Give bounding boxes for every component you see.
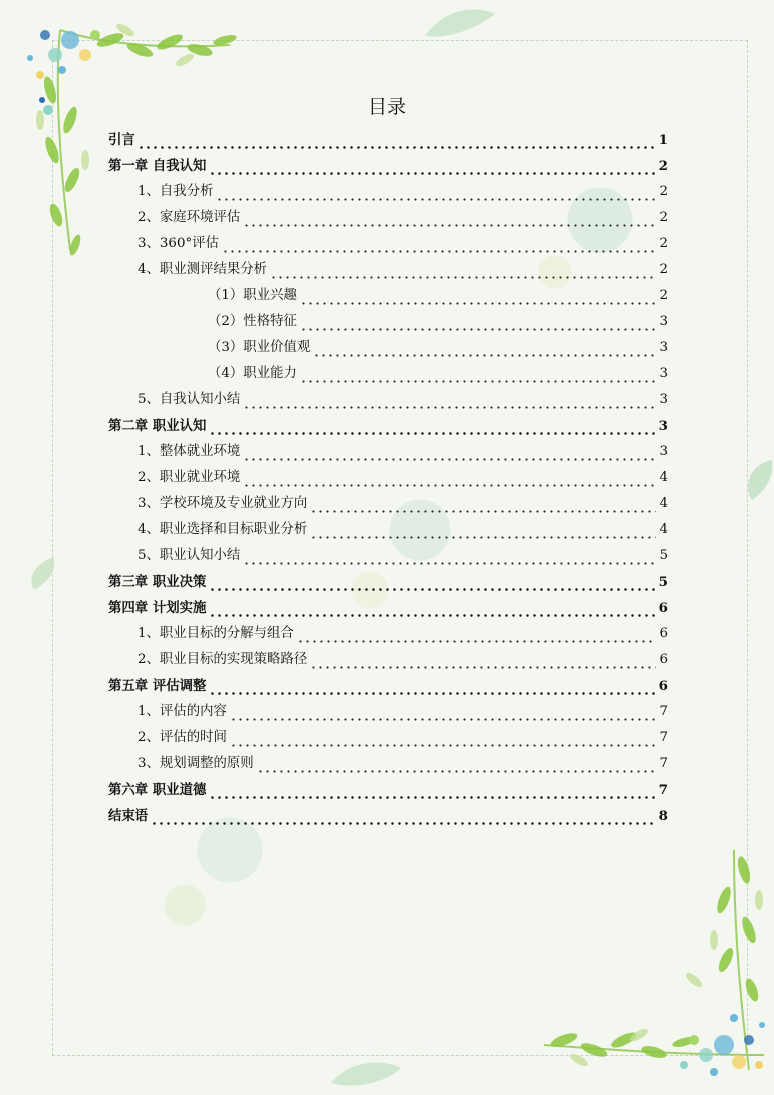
toc-chapter-entry[interactable] [108,774,668,800]
leaf-left-edge [26,552,58,592]
dot-leader [310,654,656,670]
toc-section-entry[interactable] [108,280,668,306]
floral-corner-bottom-right [534,840,774,1095]
toc-entry-label: 1、评估的内容 [138,704,227,719]
leaf-top-center [420,6,500,42]
dot-leader [313,342,656,358]
toc-chapter-entry[interactable] [108,410,668,436]
toc-section-entry[interactable] [108,488,668,514]
toc-entry-label: 5、自我认知小结 [138,392,241,407]
toc-chapter-entry[interactable] [108,124,668,150]
toc-section-entry[interactable] [108,462,668,488]
toc-section-entry[interactable] [108,644,668,670]
toc-entry-label: （2）性格特征 [208,314,297,329]
toc-section-entry[interactable] [108,228,668,254]
dot-leader [222,238,657,254]
toc-entry-label: 5、职业认知小结 [138,548,241,563]
leaf-bottom-center [326,1058,406,1092]
toc-entry-label: 第五章 评估调整 [108,678,207,694]
toc-section-entry[interactable] [108,254,668,280]
toc-page-number: 3 [659,314,668,329]
toc-entry-label: （1）职业兴趣 [208,288,297,303]
toc-section-entry[interactable] [108,176,668,202]
dot-leader [310,524,656,540]
toc-page-number: 4 [659,522,668,537]
toc-page-number: 7 [659,756,668,771]
toc-section-entry[interactable] [108,722,668,748]
toc-entry-label: 4、职业测评结果分析 [138,262,268,277]
dot-leader [230,732,657,748]
dot-leader [216,186,656,202]
toc-title: 目录 [367,96,406,118]
toc-page-number: 5 [659,548,668,563]
dot-leader [209,576,655,592]
toc-page-number: 3 [659,392,668,407]
toc-entry-label: 2、评估的时间 [138,730,227,745]
toc-entry-label: 2、家庭环境评估 [138,210,241,225]
dot-leader [209,602,655,618]
dot-leader [243,212,656,228]
toc-page-number: 3 [659,444,668,459]
toc-page-number: 6 [658,678,668,694]
dot-leader [243,394,656,410]
dot-leader [297,628,657,644]
toc-section-entry[interactable] [108,748,668,774]
toc-page-number: 2 [659,210,668,225]
toc-section-entry[interactable] [108,618,668,644]
toc-page-number: 8 [658,808,668,824]
dot-leader [209,680,655,696]
dot-leader [300,368,657,384]
dot-leader [310,498,656,514]
toc-page-number: 6 [658,600,668,616]
toc-section-entry[interactable] [108,358,668,384]
dot-leader [209,160,655,176]
toc-section-entry[interactable] [108,332,668,358]
dot-leader [300,290,657,306]
leaf-right-edge [742,455,774,505]
toc-chapter-entry[interactable] [108,150,668,176]
dot-leader [257,758,657,774]
toc-entry-label: 2、职业目标的实现策略路径 [138,652,308,667]
toc-entry-label: 3、360°评估 [138,236,219,251]
dot-leader [209,784,655,800]
toc-entry-label: 1、整体就业环境 [138,444,241,459]
toc-section-entry[interactable] [108,384,668,410]
toc-page-number: 2 [658,158,668,174]
toc-page-number: 3 [659,340,668,355]
toc-section-entry[interactable] [108,306,668,332]
toc-entry-label: 第一章 自我认知 [108,158,207,174]
toc-chapter-entry[interactable] [108,800,668,826]
toc-page-number: 4 [659,496,668,511]
toc-page-number: 2 [659,262,668,277]
toc-page-number: 2 [659,288,668,303]
toc-entry-label: 第六章 职业道德 [108,782,207,798]
toc-entry-label: （4）职业能力 [208,366,297,381]
toc-section-entry[interactable] [108,540,668,566]
toc-chapter-entry[interactable] [108,592,668,618]
dot-leader [138,134,656,150]
toc-entry-label: 3、学校环境及专业就业方向 [138,496,308,511]
toc-page-number: 1 [658,132,668,148]
table-of-contents [108,124,668,826]
toc-page-number: 6 [659,652,668,667]
toc-entry-label: 3、规划调整的原则 [138,756,254,771]
dot-leader [300,316,657,332]
toc-section-entry[interactable] [108,202,668,228]
toc-entry-label: 第三章 职业决策 [108,574,207,590]
toc-entry-label: 1、职业目标的分解与组合 [138,626,294,641]
toc-section-entry[interactable] [108,436,668,462]
toc-page-number: 3 [659,366,668,381]
toc-page-number: 2 [659,236,668,251]
toc-entry-label: 2、职业就业环境 [138,470,241,485]
toc-chapter-entry[interactable] [108,566,668,592]
toc-entry-label: 引言 [108,132,135,148]
toc-entry-label: 4、职业选择和目标职业分析 [138,522,308,537]
toc-page-number: 7 [659,730,668,745]
dot-leader [243,446,656,462]
toc-page-number: 5 [658,574,668,590]
toc-entry-label: 第二章 职业认知 [108,418,207,434]
toc-page-number: 3 [658,418,668,434]
dot-leader [230,706,657,722]
toc-entry-label: 第四章 计划实施 [108,600,207,616]
toc-page-number: 6 [659,626,668,641]
toc-page-number: 2 [659,184,668,199]
toc-page-number: 7 [659,704,668,719]
dot-leader [151,810,656,826]
dot-leader [270,264,656,280]
toc-entry-label: 结束语 [108,808,149,824]
toc-section-entry[interactable] [108,696,668,722]
toc-entry-label: （3）职业价值观 [208,340,311,355]
dot-leader [209,420,655,436]
toc-chapter-entry[interactable] [108,670,668,696]
toc-entry-label: 1、自我分析 [138,184,214,199]
dot-leader [243,472,656,488]
toc-page-number: 4 [659,470,668,485]
toc-page-number: 7 [658,782,668,798]
toc-section-entry[interactable] [108,514,668,540]
dot-leader [243,550,656,566]
